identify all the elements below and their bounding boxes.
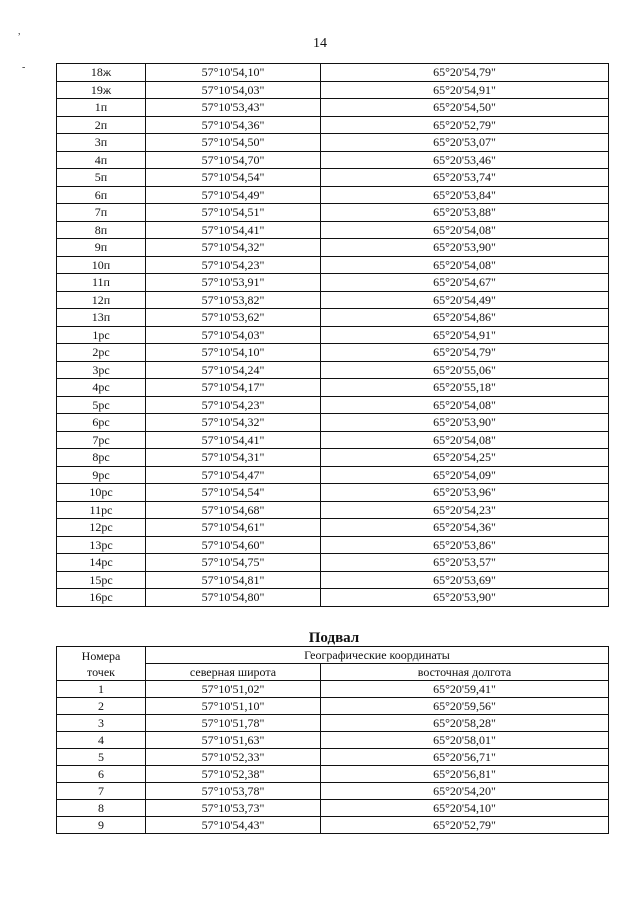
latitude-cell: 57°10'54,03" <box>146 81 321 99</box>
longitude-cell: 65°20'54,08" <box>321 256 609 274</box>
longitude-cell: 65°20'54,23" <box>321 501 609 519</box>
table-row <box>57 256 609 274</box>
point-id-cell: 9рс <box>57 466 146 484</box>
latitude-cell: 57°10'54,24" <box>146 361 321 379</box>
point-id-cell: 11п <box>57 274 146 292</box>
point-id-cell: 9 <box>57 817 146 834</box>
latitude-cell: 57°10'51,78" <box>146 715 321 732</box>
point-id-cell: 4 <box>57 732 146 749</box>
point-id-cell: 14рс <box>57 554 146 572</box>
latitude-cell: 57°10'53,43" <box>146 99 321 117</box>
table-row <box>57 116 609 134</box>
longitude-cell: 65°20'54,79" <box>321 344 609 362</box>
latitude-cell: 57°10'54,61" <box>146 519 321 537</box>
point-id-cell: 2п <box>57 116 146 134</box>
point-id-cell: 13рс <box>57 536 146 554</box>
point-id-cell: 13п <box>57 309 146 327</box>
point-id-cell: 4рс <box>57 379 146 397</box>
table-row <box>57 519 609 537</box>
longitude-cell: 65°20'53,88" <box>321 204 609 222</box>
page-number: 14 <box>313 36 327 51</box>
latitude-cell: 57°10'54,43" <box>146 817 321 834</box>
latitude-cell: 57°10'53,62" <box>146 309 321 327</box>
latitude-cell: 57°10'54,17" <box>146 379 321 397</box>
point-id-cell: 16рс <box>57 589 146 607</box>
longitude-cell: 65°20'58,01" <box>321 732 609 749</box>
latitude-cell: 57°10'54,75" <box>146 554 321 572</box>
longitude-cell: 65°20'52,79" <box>321 817 609 834</box>
longitude-cell: 65°20'54,49" <box>321 291 609 309</box>
table-row <box>57 466 609 484</box>
point-id-cell: 2рс <box>57 344 146 362</box>
longitude-cell: 65°20'53,07" <box>321 134 609 152</box>
latitude-cell: 57°10'54,49" <box>146 186 321 204</box>
point-id-cell: 10рс <box>57 484 146 502</box>
table-row <box>57 309 609 327</box>
scan-mark: - <box>22 62 26 73</box>
longitude-cell: 65°20'53,86" <box>321 536 609 554</box>
point-id-cell: 3рс <box>57 361 146 379</box>
latitude-cell: 57°10'54,10" <box>146 344 321 362</box>
table-row <box>57 800 609 817</box>
table-row <box>57 221 609 239</box>
latitude-cell: 57°10'54,54" <box>146 484 321 502</box>
coordinates-table <box>56 63 609 607</box>
latitude-cell: 57°10'54,31" <box>146 449 321 467</box>
point-id-cell: 8рс <box>57 449 146 467</box>
longitude-cell: 65°20'54,86" <box>321 309 609 327</box>
longitude-cell: 65°20'53,90" <box>321 589 609 607</box>
longitude-cell: 65°20'55,18" <box>321 379 609 397</box>
latitude-cell: 57°10'54,41" <box>146 431 321 449</box>
points-header <box>57 647 146 681</box>
point-id-cell: 1рс <box>57 326 146 344</box>
point-id-cell: 7 <box>57 783 146 800</box>
latitude-cell: 57°10'54,54" <box>146 169 321 187</box>
latitude-cell: 57°10'53,73" <box>146 800 321 817</box>
points-header-line2: точек <box>87 664 115 679</box>
latitude-cell: 57°10'54,10" <box>146 64 321 82</box>
table-row <box>57 274 609 292</box>
latitude-cell: 57°10'54,23" <box>146 256 321 274</box>
latitude-cell: 57°10'54,32" <box>146 239 321 257</box>
basement-coordinates-table <box>56 646 609 834</box>
table-row <box>57 326 609 344</box>
longitude-cell: 65°20'54,08" <box>321 396 609 414</box>
geo-coordinates-header: Географические координаты <box>146 647 609 664</box>
longitude-cell: 65°20'53,84" <box>321 186 609 204</box>
table-row <box>57 81 609 99</box>
table-row <box>57 571 609 589</box>
latitude-cell: 57°10'54,81" <box>146 571 321 589</box>
latitude-cell: 57°10'54,70" <box>146 151 321 169</box>
longitude-cell: 65°20'54,08" <box>321 431 609 449</box>
longitude-cell: 65°20'54,91" <box>321 81 609 99</box>
point-id-cell: 12п <box>57 291 146 309</box>
longitude-header: восточная долгота <box>321 664 609 681</box>
point-id-cell: 6 <box>57 766 146 783</box>
latitude-cell: 57°10'53,78" <box>146 783 321 800</box>
longitude-cell: 65°20'54,50" <box>321 99 609 117</box>
table-row <box>57 239 609 257</box>
table-row <box>57 554 609 572</box>
latitude-cell: 57°10'51,02" <box>146 681 321 698</box>
table-row <box>57 379 609 397</box>
table-row <box>57 536 609 554</box>
section-title: Подвал <box>308 630 360 646</box>
table-row <box>57 715 609 732</box>
table-row <box>57 431 609 449</box>
point-id-cell: 5рс <box>57 396 146 414</box>
longitude-cell: 65°20'56,81" <box>321 766 609 783</box>
longitude-cell: 65°20'54,91" <box>321 326 609 344</box>
latitude-cell: 57°10'52,38" <box>146 766 321 783</box>
latitude-cell: 57°10'54,47" <box>146 466 321 484</box>
longitude-cell: 65°20'54,09" <box>321 466 609 484</box>
latitude-cell: 57°10'54,32" <box>146 414 321 432</box>
latitude-cell: 57°10'54,50" <box>146 134 321 152</box>
point-id-cell: 11рс <box>57 501 146 519</box>
latitude-cell: 57°10'54,80" <box>146 589 321 607</box>
point-id-cell: 12рс <box>57 519 146 537</box>
table-row <box>57 151 609 169</box>
coordinates-table-body <box>57 64 609 607</box>
longitude-cell: 65°20'53,96" <box>321 484 609 502</box>
latitude-cell: 57°10'54,03" <box>146 326 321 344</box>
point-id-cell: 19ж <box>57 81 146 99</box>
longitude-cell: 65°20'54,10" <box>321 800 609 817</box>
point-id-cell: 7п <box>57 204 146 222</box>
latitude-cell: 57°10'54,23" <box>146 396 321 414</box>
table-row <box>57 64 609 82</box>
longitude-cell: 65°20'53,57" <box>321 554 609 572</box>
latitude-cell: 57°10'51,63" <box>146 732 321 749</box>
table-row <box>57 484 609 502</box>
point-id-cell: 6рс <box>57 414 146 432</box>
longitude-cell: 65°20'56,71" <box>321 749 609 766</box>
point-id-cell: 10п <box>57 256 146 274</box>
longitude-cell: 65°20'53,69" <box>321 571 609 589</box>
longitude-cell: 65°20'54,20" <box>321 783 609 800</box>
longitude-cell: 65°20'53,90" <box>321 414 609 432</box>
table-row <box>57 169 609 187</box>
point-id-cell: 4п <box>57 151 146 169</box>
table-row <box>57 99 609 117</box>
latitude-cell: 57°10'53,91" <box>146 274 321 292</box>
table-row <box>57 134 609 152</box>
longitude-cell: 65°20'55,06" <box>321 361 609 379</box>
longitude-cell: 65°20'58,28" <box>321 715 609 732</box>
table-row <box>57 449 609 467</box>
latitude-cell: 57°10'53,82" <box>146 291 321 309</box>
point-id-cell: 8п <box>57 221 146 239</box>
point-id-cell: 18ж <box>57 64 146 82</box>
longitude-cell: 65°20'52,79" <box>321 116 609 134</box>
latitude-cell: 57°10'52,33" <box>146 749 321 766</box>
longitude-cell: 65°20'54,25" <box>321 449 609 467</box>
scan-mark: , <box>18 26 21 37</box>
latitude-cell: 57°10'54,36" <box>146 116 321 134</box>
latitude-cell: 57°10'54,51" <box>146 204 321 222</box>
point-id-cell: 3 <box>57 715 146 732</box>
table-row <box>57 501 609 519</box>
point-id-cell: 9п <box>57 239 146 257</box>
points-header-line1: Номера <box>81 648 121 663</box>
longitude-cell: 65°20'59,56" <box>321 698 609 715</box>
point-id-cell: 15рс <box>57 571 146 589</box>
table-row <box>57 766 609 783</box>
table-row <box>57 204 609 222</box>
table-row <box>57 414 609 432</box>
basement-table-body <box>57 681 609 834</box>
table-row <box>57 291 609 309</box>
table-row <box>57 186 609 204</box>
point-id-cell: 5п <box>57 169 146 187</box>
table-row <box>57 698 609 715</box>
point-id-cell: 5 <box>57 749 146 766</box>
latitude-header: северная широта <box>146 664 321 681</box>
latitude-cell: 57°10'54,41" <box>146 221 321 239</box>
longitude-cell: 65°20'54,36" <box>321 519 609 537</box>
table-row <box>57 749 609 766</box>
table-row <box>57 817 609 834</box>
point-id-cell: 1 <box>57 681 146 698</box>
table-row <box>57 681 609 698</box>
point-id-cell: 7рс <box>57 431 146 449</box>
point-id-cell: 1п <box>57 99 146 117</box>
table-row <box>57 783 609 800</box>
table-header <box>57 647 609 681</box>
longitude-cell: 65°20'54,67" <box>321 274 609 292</box>
longitude-cell: 65°20'54,08" <box>321 221 609 239</box>
point-id-cell: 6п <box>57 186 146 204</box>
point-id-cell: 2 <box>57 698 146 715</box>
point-id-cell: 8 <box>57 800 146 817</box>
longitude-cell: 65°20'53,46" <box>321 151 609 169</box>
table-row <box>57 361 609 379</box>
longitude-cell: 65°20'53,74" <box>321 169 609 187</box>
longitude-cell: 65°20'59,41" <box>321 681 609 698</box>
table-row <box>57 344 609 362</box>
point-id-cell: 3п <box>57 134 146 152</box>
table-row <box>57 396 609 414</box>
latitude-cell: 57°10'51,10" <box>146 698 321 715</box>
latitude-cell: 57°10'54,68" <box>146 501 321 519</box>
table-row <box>57 589 609 607</box>
table-row <box>57 732 609 749</box>
latitude-cell: 57°10'54,60" <box>146 536 321 554</box>
longitude-cell: 65°20'54,79" <box>321 64 609 82</box>
longitude-cell: 65°20'53,90" <box>321 239 609 257</box>
